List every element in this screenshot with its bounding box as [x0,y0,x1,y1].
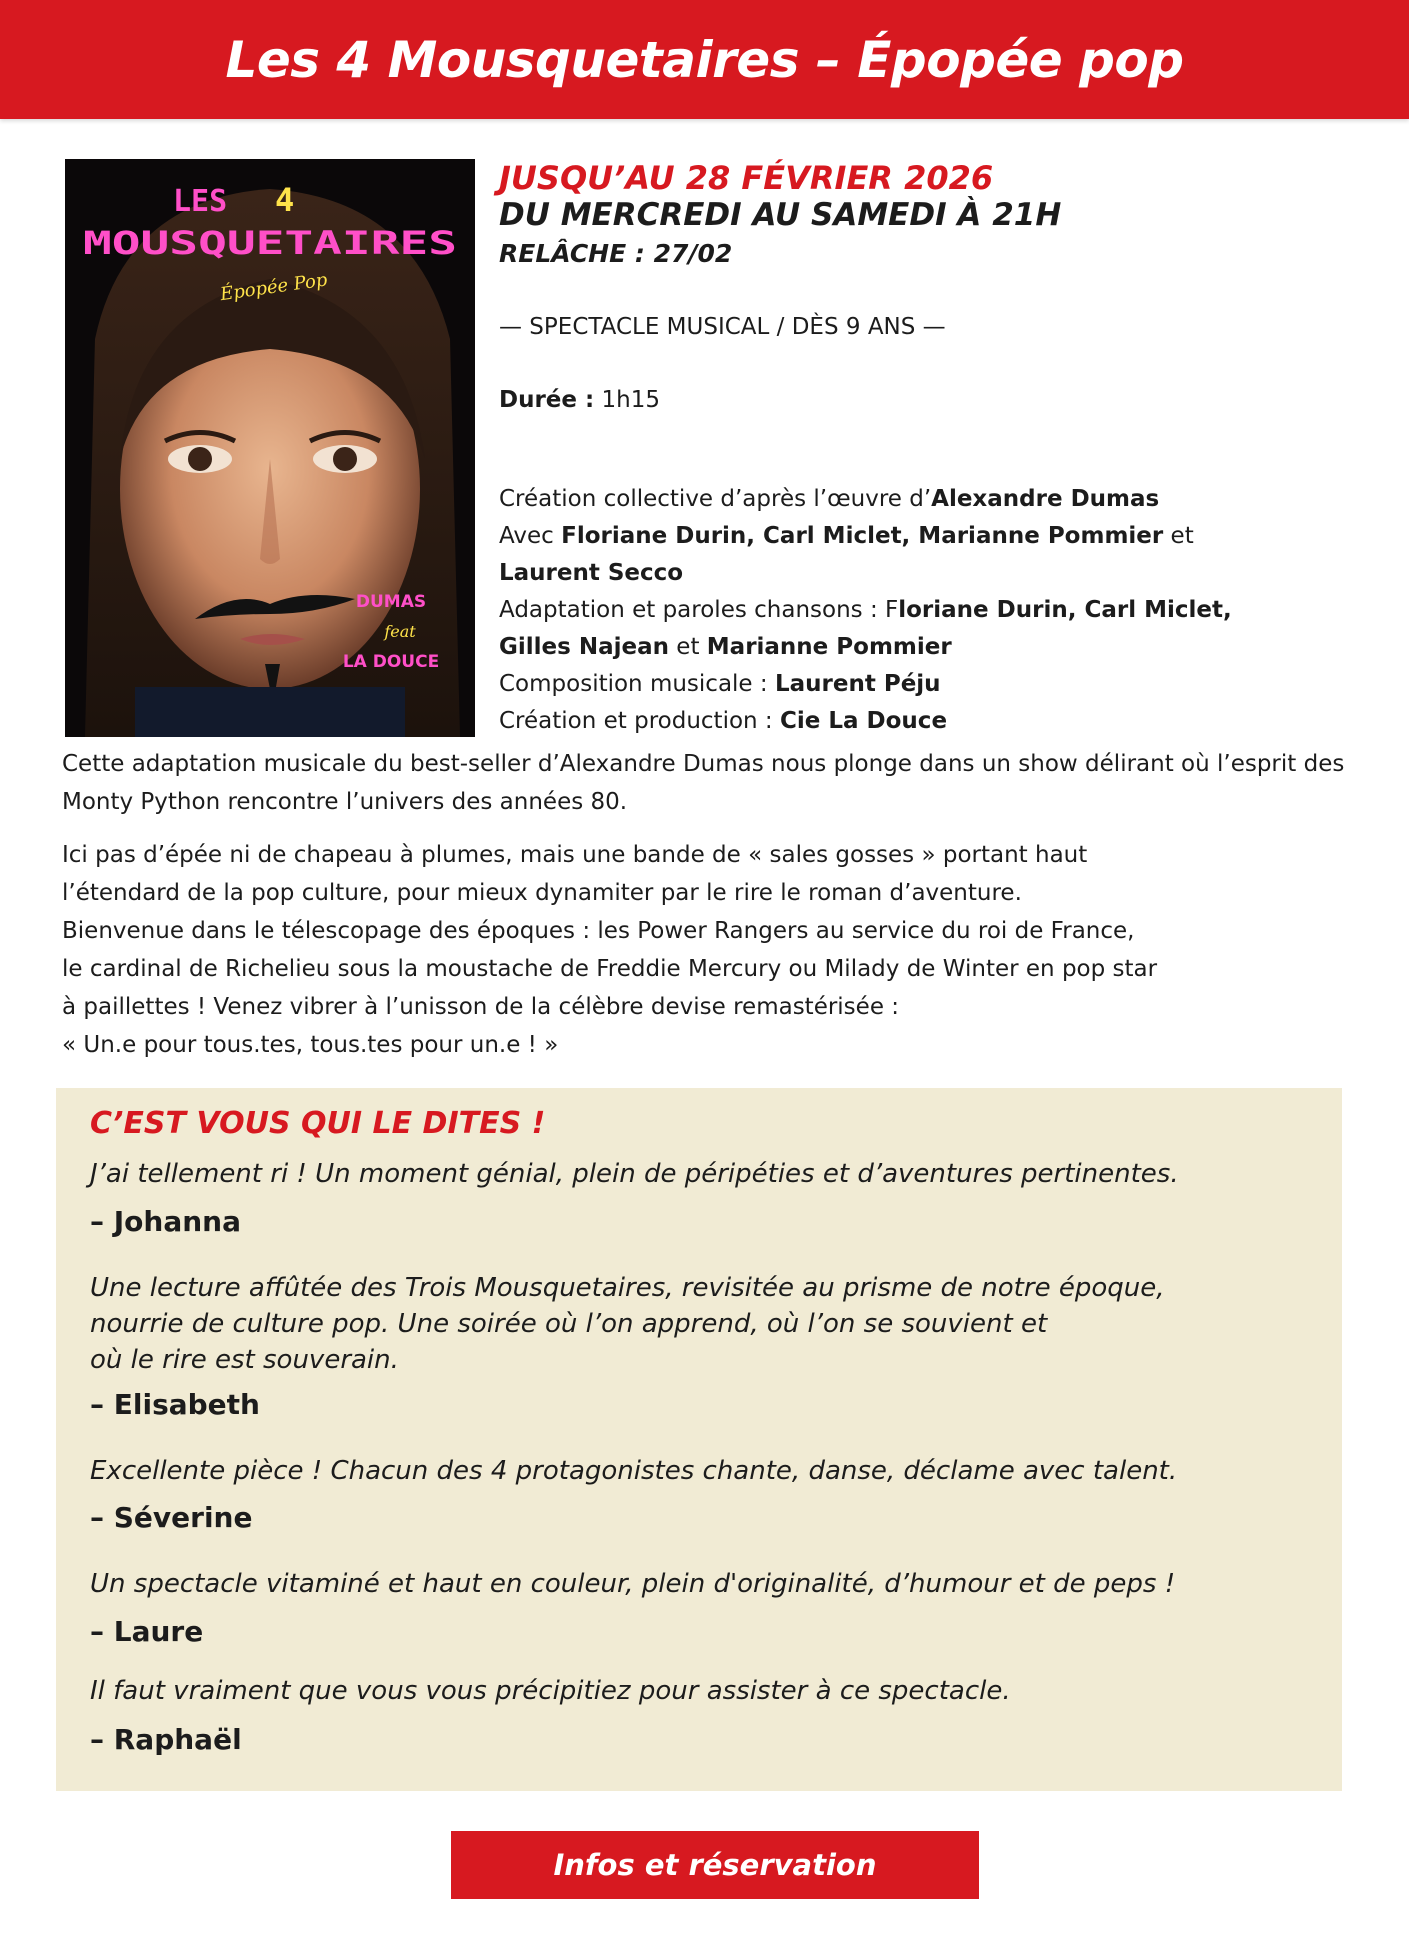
credit-adaptation-names2: Gilles Najean [499,634,669,660]
credit-production-label: Création et production : [499,708,773,734]
show-genre: — SPECTACLE MUSICAL / DÈS 9 ANS — [499,314,946,340]
duration-value: 1h15 [601,387,661,413]
show-duration [499,387,660,413]
description-line: le cardinal de Richelieu sous la moustache de Freddie Mercury ou Milady de Winter en pop star [62,956,1158,982]
description-line: Bienvenue dans le télescopage des époques : les Power Rangers au service du roi de France, [62,918,1135,944]
reviews-title: C’EST VOUS QUI LE DITES ! [90,1106,546,1141]
review-author: – Elisabeth [90,1388,260,1421]
credit-cast [499,518,1359,592]
poster-subtitle: Épopée Pop [218,269,329,306]
review-quote-line: Une lecture affûtée des Trois Mousquetaires, revisitée au prisme de notre époque, [90,1273,1165,1303]
credit-music-label: Composition musicale : [499,671,768,697]
review-quote-line: où le rire est souverain. [90,1345,399,1375]
performance-days: DU MERCREDI AU SAMEDI À 21H [499,197,1062,233]
info-reservation-button[interactable]: Infos et réservation [451,1831,979,1899]
credit-cast-names: Floriane Durin, Carl Miclet, Marianne Pommier [561,523,1164,549]
description-line: l’étendard de la pop culture, pour mieux dynamiter par le rire le roman d’aventure. [62,880,1022,906]
review-author: – Johanna [90,1205,241,1238]
credit-adaptation-names: loriane Durin, Carl Miclet, [898,597,1232,623]
show-credits [499,481,1359,740]
credit-adaptation-last: Marianne Pommier [706,634,952,660]
audience-reviews [56,1088,1342,1791]
credit-cast-label: Avec [499,523,554,549]
review-author: – Raphaël [90,1723,242,1756]
poster-credit-dumas: DUMAS [355,592,427,612]
description-line: « Un.e pour tous.tes, tous.tes pour un.e ! » [62,1032,559,1058]
review-quote: Excellente pièce ! Chacun des 4 protagonistes chante, danse, déclame avec talent. [90,1456,1178,1486]
description-line: Ici pas d’épée ni de chapeau à plumes, mais une bande de « sales gosses » portant haut [62,842,1088,868]
poster-title-line1: LES [173,184,228,219]
credit-cast-last: Laurent Secco [499,560,684,586]
review-author: – Laure [90,1615,204,1648]
poster-title-line2: MOUSQUETAIRES [83,224,457,262]
description-paragraph-1: Cette adaptation musicale du best-seller d’Alexandre Dumas nous plonge dans un show délirant où l’esprit des Monty Python rencontre l’univers des années 80. [62,751,1345,815]
review-quote: Un spectacle vitaminé et haut en couleur, plein d'originalité, d’humour et de peps ! [90,1569,1176,1599]
description-paragraph-2 [62,836,1352,1064]
credit-music [499,666,1359,703]
credit-adaptation-and: et [676,634,700,660]
page-header [0,0,1409,119]
review-quote: J’ai tellement ri ! Un moment génial, plein de péripéties et d’aventures pertinentes. [90,1159,1179,1189]
poster-credit-feat: feat [384,622,416,641]
poster-credit-ladouce: LA DOUCE [342,652,440,672]
credit-adaptation [499,592,1359,666]
credit-music-name: Laurent Péju [774,671,941,697]
run-dates: JUSQU’AU 28 FÉVRIER 2026 [499,159,994,197]
poster-title-number: 4 [275,181,295,219]
credit-cast-and: et [1170,523,1194,549]
description-line: à paillettes ! Venez vibrer à l’unisson de la célèbre devise remastérisée : [62,994,900,1020]
credit-production-name: Cie La Douce [779,708,948,734]
duration-label: Durée : [499,387,595,413]
credit-creation-author: Alexandre Dumas [931,486,1160,512]
closed-day: RELÂCHE : 27/02 [499,239,733,268]
credit-creation [499,481,1359,518]
page-title: Les 4 Mousquetaires – Épopée pop [225,30,1184,89]
credit-production [499,703,1359,740]
credit-adaptation-label: Adaptation et paroles chansons : F [499,597,899,623]
credit-creation-label: Création collective d’après l’œuvre d’ [499,486,932,512]
show-poster [65,159,475,737]
review-quote: Il faut vraiment que vous vous précipitiez pour assister à ce spectacle. [90,1676,1011,1706]
review-quote [90,1270,1310,1378]
review-quote-line: nourrie de culture pop. Une soirée où l’on apprend, où l’on se souvient et [90,1309,1048,1339]
poster-artwork [65,159,475,737]
review-author: – Séverine [90,1501,253,1534]
